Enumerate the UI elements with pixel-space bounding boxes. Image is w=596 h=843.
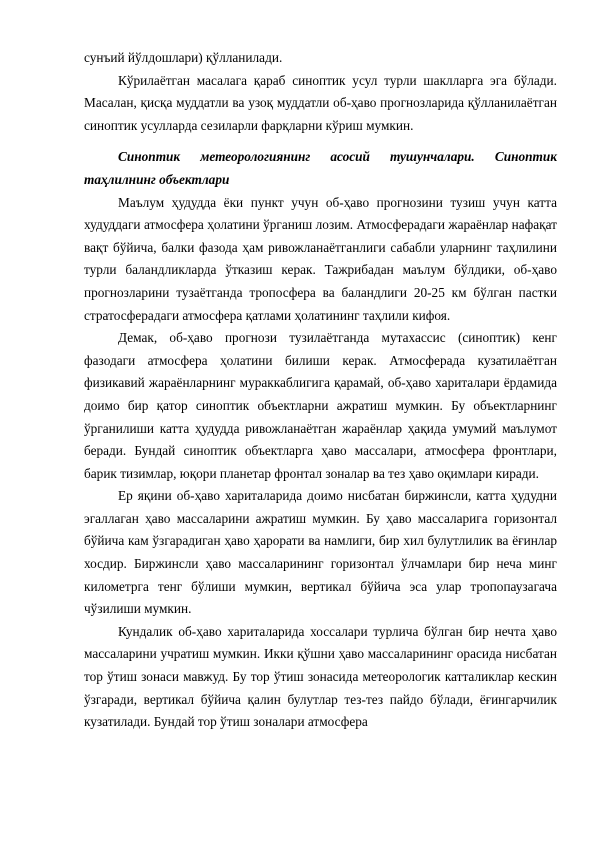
paragraph-synoptic-method: Кўрилаётган масалага қараб синоптик усул турли шаклларга эга бўлади. Масалан, қисқа муддатли ва узоқ муддатли об-ҳаво прогнозларида қўлланилаётган синоптик усулларда сезиларли фарқларни кўриш мумкин. xyxy=(84,72,557,133)
paragraph-air-masses: Ер яқини об-ҳаво хариталарида доимо нисбатан биржинсли, катта ҳудудни эгаллаган ҳаво массаларини ажратиш мумкин. Бу ҳаво массаларига горизонтал бўйича кам ўзгарадиган ҳаво ҳарорати ва намлиги, бир хил булутлилик ва ёғинлар хосдир. Биржинсли ҳаво массаларининг горизонтал ўлчамлари бир неча минг километрга тенг бўлиши мумкин, вертикал бўйича эса улар тропопаузагача чўзилиши мумкин. xyxy=(84,488,557,617)
paragraph-synoptic-objects: Демак, об-ҳаво прогнози тузилаётганда мутахассис (синоптик) кенг фазодаги атмосфера ҳолатини билиши керак. Атмосферада кузатилаётган физикавий жараёнларнинг мураккаблигига қарамай, об-ҳаво хариталари ёрдамида доимо бир қатор синоптик объектларни ажратиш мумкин. Бу объектларнинг ўрганилиши катта ҳудудда ривожланаётган жараёнлар ҳақида умумий маълумот беради. Бундай синоптик объектларга ҳаво массалари, атмосфера фронтлари, барик тизимлар, юқори планетар фронтал зоналар ва тез ҳаво оқимлари киради. xyxy=(84,330,557,481)
paragraph-atmosphere-study: Маълум ҳудудда ёки пункт учун об-ҳаво прогнозини тузиш учун катта худуддаги атмосфера ҳолатини ўрганиш лозим. Атмосферадаги жараёнлар нафақат вақт бўйича, балки фазода ҳам ривожланаётганлиги сабабли уларнинг таҳлилини турли баландликларда ўтказиш керак. Тажрибадан маълум бўлдики, об-ҳаво прогнозларини тузаётганда тропосфера ва баландлиги 20-25 км бўлган пастки стратосферадаги атмосфера қатлами ҳолатининг таҳлили кифоя. xyxy=(84,194,557,323)
paragraph-transition-zones: Кундалик об-ҳаво хариталарида хоссалари турлича бўлган бир нечта ҳаво массаларини учратиш мумкин. Икки қўшни ҳаво массаларининг орасида нисбатан тор ўтиш зонаси мавжуд. Бу тор ўтиш зонасида метеорологик катталиклар кескин ўзгаради, вертикал бўйича қалин булутлар тез-тез пайдо бўлади, ёғингарчилик кузатилади. Бундай тор ўтиш зоналари атмосфера xyxy=(84,623,557,730)
paragraph-continuation: сунъий йўлдошлари) қўлланилади. xyxy=(84,50,283,65)
section-heading: Синоптик метеорологиянинг асосий тушунчалари. Синоптик таҳлилнинг объектлари xyxy=(84,149,557,187)
document-page xyxy=(84,47,557,734)
